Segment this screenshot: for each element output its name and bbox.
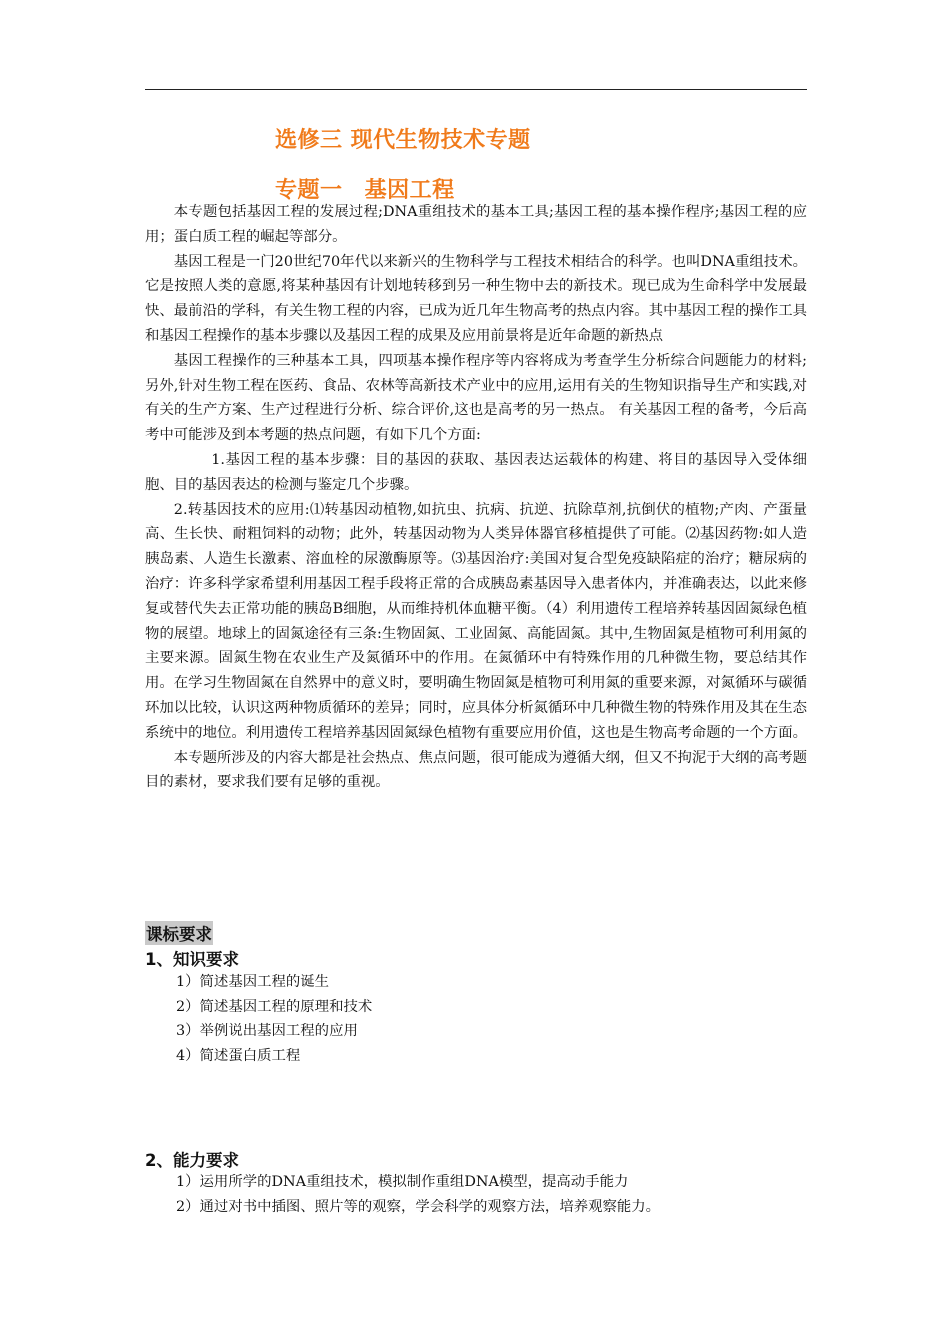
list-item: 3）举例说出基因工程的应用 xyxy=(176,1023,358,1040)
knowledge-heading: 1、知识要求 xyxy=(145,950,239,969)
list-item: 1）简述基因工程的诞生 xyxy=(176,974,330,990)
paragraph-basic-steps: 1.基因工程的基本步骤：目的基因的获取、基因表达运载体的构建、将目的基因导入受体细胞、目的基因表达的检测与鉴定几个步骤。 xyxy=(145,451,807,493)
list-item: 1）运用所学的DNA重组技术，模拟制作重组DNA模型，提高动手能力 xyxy=(176,1174,629,1190)
header-rule xyxy=(145,89,807,90)
paragraph-applications: 2.转基因技术的应用:⑴转基因动植物,如抗虫、抗病、抗逆、抗除草剂,抗倒伏的植物;产肉、产蛋量高、生长快、耐粗饲料的动物；此外，转基因动物为人类异体器官移植提供了可能。⑵基因药物:如人造胰岛素、人造生长激素、溶血栓的尿激酶原等。⑶基因治疗:美国对复合型免疫缺陷症的治疗；糖尿病的治疗：许多科学家希望利用基因工程手段将正常的合成胰岛素基因导入患者体内，并准确表达，以此来修复或替代失去正常功能的胰岛B细胞，从而维持机体血糖平衡。（4）利用遗传工程培养转基因固氮绿色植物的展望。地球上的固氮途径有三条:生物固氮、工业固氮、高能固氮。其中,生物固氮是植物可利用氮的主要来源。固氮生物在农业生产及氮循环中的作用。在氮循环中有特殊作用的几种微生物，要总结其作用。在学习生物固氮在自然界中的意义时，要明确生物固氮是植物可利用氮的重要来源，对氮循环与碳循环加以比较，认识这两种物质循环的差异；同时，应具体分析氮循环中几种微生物的特殊作用及其在生态系统中的地位。利用遗传工程培养基因固氮绿色植物有重要应用价值，这也是生物高考命题的一个方面。 xyxy=(145,501,807,741)
intro-body xyxy=(145,200,807,795)
list-item: 2）通过对书中插图、照片等的观察，学会科学的观察方法，培养观察能力。 xyxy=(176,1198,661,1215)
paragraph-definition: 基因工程是一门20世纪70年代以来新兴的生物科学与工程技术相结合的科学。也叫DNA重组技术。它是按照人类的意愿,将某种基因有计划地转移到另一种生物中去的新技术。现已成为生命科学中发展最快、最前沿的学科，有关生物工程的内容，已成为近几年生物高考的热点内容。其中基因工程的操作工具和基因工程操作的基本步骤以及基因工程的成果及应用前景将是近年命题的新热点 xyxy=(145,253,807,344)
knowledge-list xyxy=(176,970,372,1068)
ability-list xyxy=(176,1170,660,1219)
ability-heading: 2、能力要求 xyxy=(145,1151,239,1170)
paragraph-exam-focus: 基因工程操作的三种基本工具，四项基本操作程序等内容将成为考查学生分析综合问题能力的材料;另外,针对生物工程在医药、食品、农林等高新技术产业中的应用,运用有关的生物知识指导生产和实践,对有关的生产方案、生产过程进行分析、综合评价,这也是高考的另一热点。 有关基因工程的备考，今后高考中可能涉及到本考题的热点问题，有如下几个方面: xyxy=(145,352,807,444)
paragraph-overview: 本专题包括基因工程的发展过程;DNA重组技术的基本工具;基因工程的基本操作程序;基因工程的应用；蛋白质工程的崛起等部分。 xyxy=(145,204,807,245)
curriculum-heading: 课标要求 xyxy=(145,921,213,945)
list-item: 4）简述蛋白质工程 xyxy=(176,1047,301,1064)
list-item: 2）简述基因工程的原理和技术 xyxy=(176,998,373,1015)
topic-title: 专题一 基因工程 xyxy=(275,178,455,203)
paragraph-conclusion: 本专题所涉及的内容大都是社会热点、焦点问题，很可能成为遵循大纲，但又不拘泥于大纲的高考题目的素材，要求我们要有足够的重视。 xyxy=(145,749,807,791)
document-title: 选修三 现代生物技术专题 xyxy=(275,128,531,153)
